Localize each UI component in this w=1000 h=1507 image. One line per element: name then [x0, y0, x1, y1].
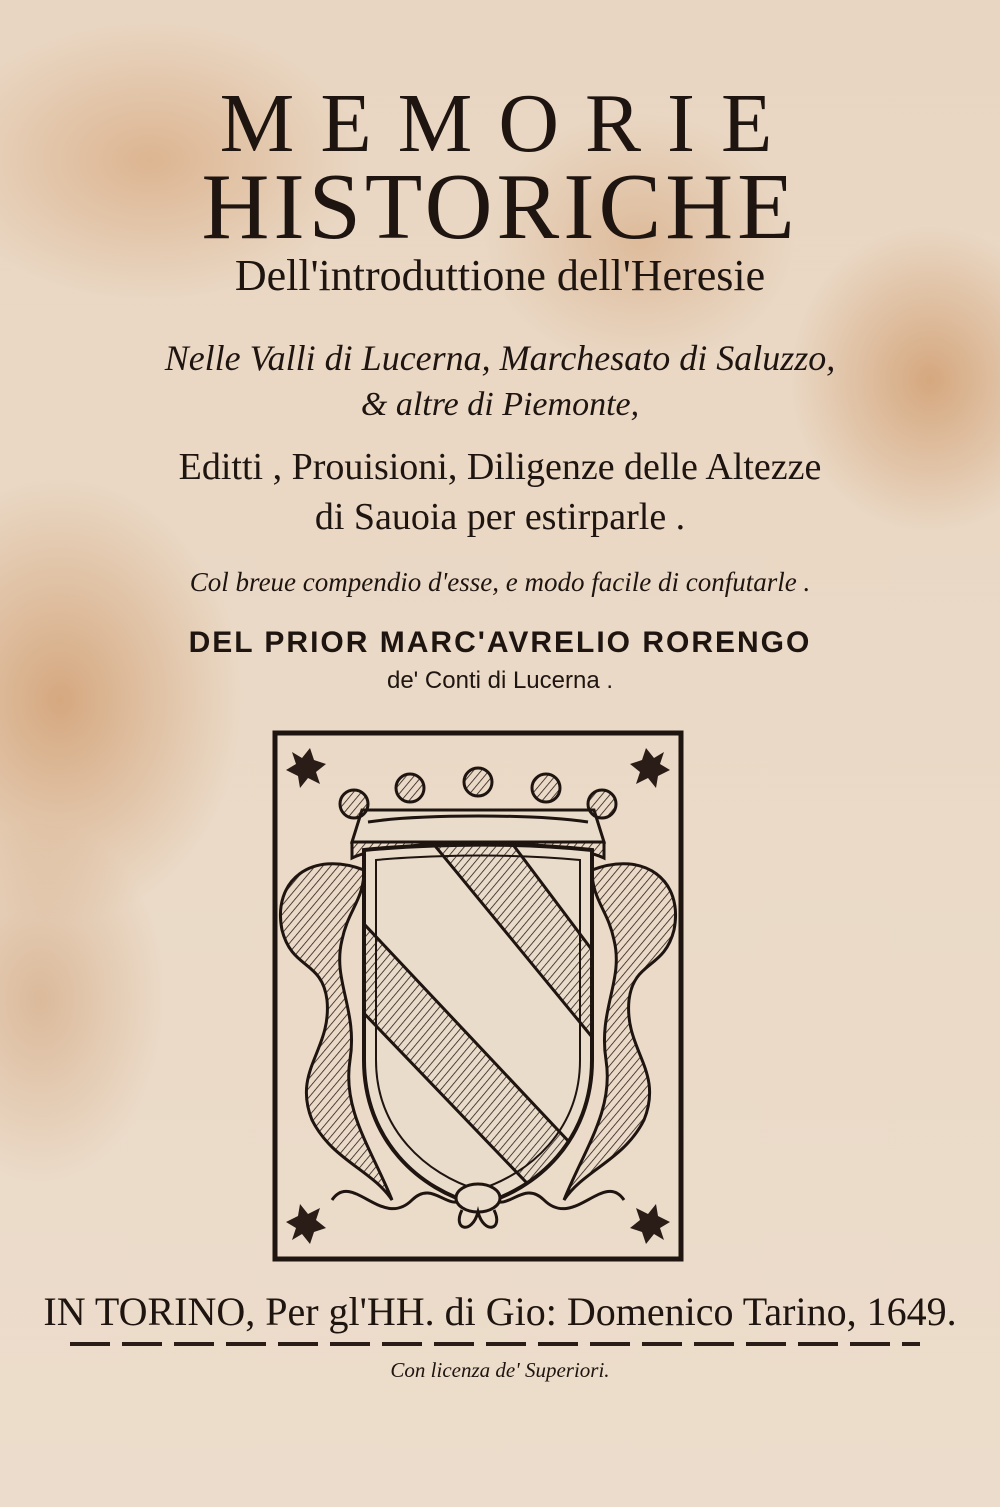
subtitle-line-valleys: Nelle Valli di Lucerna, Marchesato di Saluzzo,: [164, 338, 836, 378]
subtitle-line-piemonte: & altre di Piemonte,: [360, 386, 640, 423]
dashed-rule: [70, 1342, 920, 1346]
subtitle-line-compendium: Col breue compendio d'esse, e modo facile di confutarle .: [189, 567, 811, 597]
author-name: DEL PRIOR MARC'AVRELIO RORENGO: [188, 626, 812, 659]
author-title: de' Conti di Lucerna .: [386, 667, 614, 694]
subtitle-line-savoy: di Sauoia per estirparle .: [314, 496, 686, 538]
title-line-memorie: MEMORIE: [219, 77, 799, 170]
license-line: Con licenza de' Superiori.: [390, 1358, 610, 1382]
title-line-historiche: HISTORICHE: [201, 155, 799, 259]
subtitle-line-edicts: Editti , Prouisioni, Diligenze delle Altezze: [178, 446, 822, 488]
title-line-subject: Dell'introduttione dell'Heresie: [234, 251, 766, 300]
imprint-line: IN TORINO, Per gl'HH. di Gio: Domenico Tarino, 1649.: [43, 1289, 957, 1334]
coat-of-arms-icon: [272, 730, 684, 1262]
